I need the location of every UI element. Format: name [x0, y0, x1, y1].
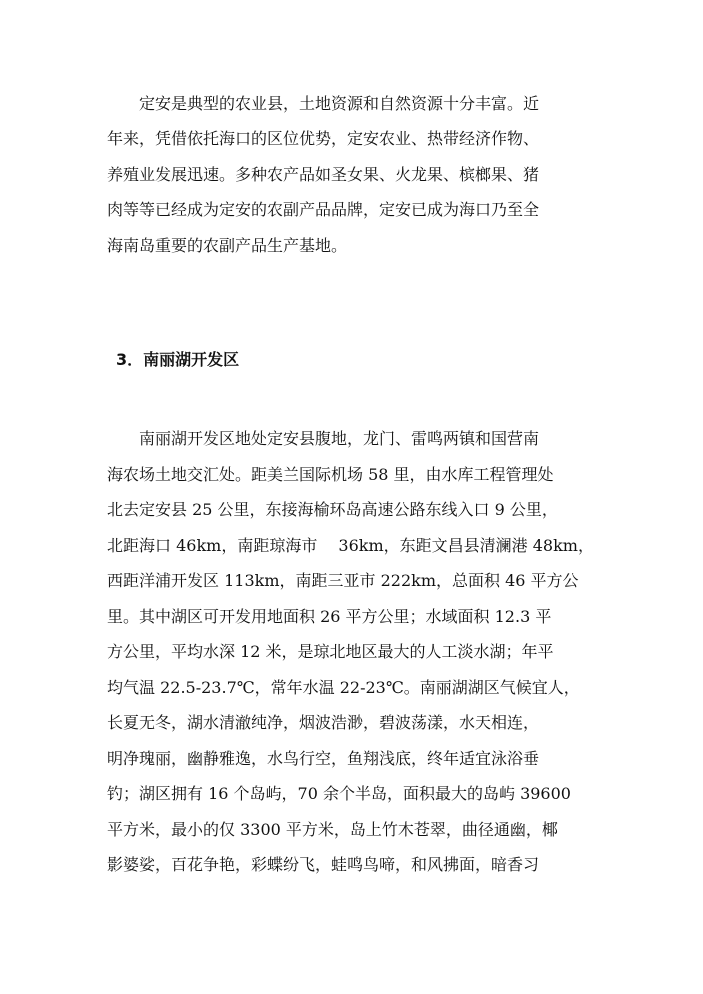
paragraph-2-line-6: 里。其中湖区可开发用地面积 26 平方公里；水域面积 12.3 平	[107, 607, 552, 626]
paragraph-1-line-2: 年来，凭借依托海口的区位优势，定安农业、热带经济作物、	[107, 129, 540, 148]
paragraph-1-line-3: 养殖业发展迅速。多种农产品如圣女果、火龙果、槟榔果、猪	[107, 165, 540, 184]
paragraph-2-line-12: 平方米，最小的仅 3300 平方米，岛上竹木苍翠，曲径通幽，椰	[107, 820, 558, 839]
paragraph-1-line-4: 肉等等已经成为定安的农副产品品牌，定安已成为海口乃至全	[107, 200, 540, 219]
paragraph-2-line-11: 钓；湖区拥有 16 个岛屿，70 余个半岛，面积最大的岛屿 39600	[107, 784, 571, 803]
paragraph-1-line-5: 海南岛重要的农副产品生产基地。	[107, 236, 348, 255]
paragraph-2-line-2: 海农场土地交汇处。距美兰国际机场 58 里，由水库工程管理处	[107, 465, 554, 484]
paragraph-2-line-4: 北距海口 46km，南距琼海市 36km，东距文昌县清澜港 48km，	[107, 536, 594, 555]
paragraph-2-line-5: 西距洋浦开发区 113km，南距三亚市 222km，总面积 46 平方公	[107, 571, 579, 590]
paragraph-2-line-8: 均气温 22.5-23.7℃，常年水温 22-23℃。南丽湖湖区气候宜人，	[107, 678, 580, 697]
paragraph-2-line-1: 南丽湖开发区地处定安县腹地，龙门、雷鸣两镇和国营南	[107, 429, 540, 448]
paragraph-2-line-10: 明净瑰丽，幽静雅逸，水鸟行空，鱼翔浅底，终年适宜泳浴垂	[107, 749, 540, 768]
paragraph-1-line-1: 定安是典型的农业县，土地资源和自然资源十分丰富。近	[107, 94, 540, 113]
paragraph-2-line-9: 长夏无冬，湖水清澈纯净，烟波浩渺，碧波荡漾，水天相连，	[107, 713, 540, 732]
paragraph-2-line-3: 北去定安县 25 公里，东接海榆环岛高速公路东线入口 9 公里，	[107, 500, 558, 519]
section-heading: 3．南丽湖开发区	[116, 350, 240, 369]
paragraph-2-line-7: 方公里，平均水深 12 米，是琼北地区最大的人工淡水湖；年平	[107, 642, 554, 661]
paragraph-2-line-13: 影婆娑，百花争艳，彩蝶纷飞，蛙鸣鸟啼，和风拂面，暗香习	[107, 855, 540, 874]
